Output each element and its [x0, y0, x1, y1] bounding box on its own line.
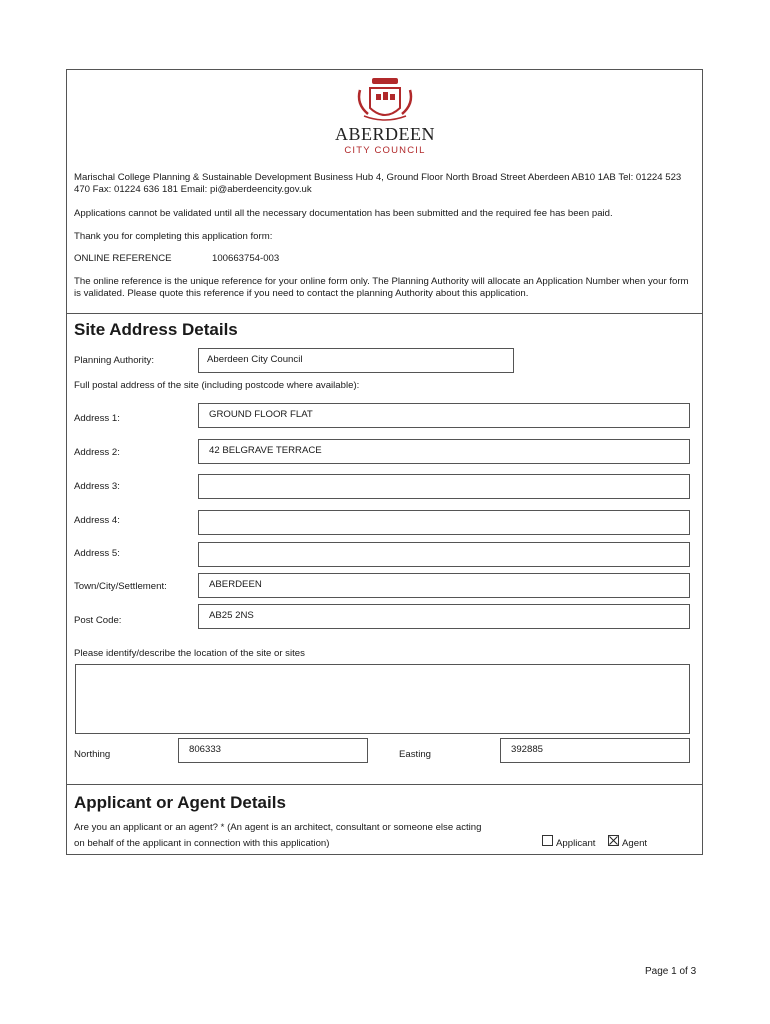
applicant-option-label: Applicant: [556, 838, 596, 849]
address4-field[interactable]: [198, 510, 690, 535]
agent-checkbox[interactable]: [608, 835, 619, 846]
site-address-heading: Site Address Details: [74, 320, 238, 339]
page-number: Page 1 of 3: [645, 966, 697, 977]
online-reference-label: ONLINE REFERENCE: [74, 253, 172, 264]
postal-address-prompt: Full postal address of the site (including postcode where available):: [74, 380, 360, 391]
northing-label: Northing: [74, 749, 111, 760]
address3-field[interactable]: [198, 474, 690, 499]
location-prompt: Please identify/describe the location of the site or sites: [74, 648, 305, 659]
thanks-text: Thank you for completing this application form:: [74, 231, 273, 242]
northing-field[interactable]: 806333: [178, 738, 368, 763]
applicant-agent-heading: Applicant or Agent Details: [74, 793, 286, 812]
applicant-question-line2: on behalf of the applicant in connection with this application): [74, 838, 330, 849]
address5-label: Address 5:: [74, 548, 120, 559]
contact-info: Marischal College Planning & Sustainable Development Business Hub 4, Ground Floor North Broad Street Aberdeen AB10 1AB Tel: 01224 523 470 Fax: 01224 636 181 Email: pi@aberdeencity.gov.uk: [74, 172, 682, 195]
postcode-label: Post Code:: [74, 615, 122, 626]
reference-note: The online reference is the unique reference for your online form only. The Planning Authority will allocate an Application Number when your form is validated. Please quote this reference if you need to contact the planning Authority about this application.: [74, 276, 689, 299]
section-divider: [66, 784, 703, 785]
town-field[interactable]: ABERDEEN: [198, 573, 690, 598]
online-reference-value: 100663754-003: [212, 253, 280, 264]
location-description-field[interactable]: [75, 664, 690, 734]
easting-field[interactable]: 392885: [500, 738, 690, 763]
easting-label: Easting: [399, 749, 431, 760]
postcode-field[interactable]: AB25 2NS: [198, 604, 690, 629]
address5-field[interactable]: [198, 542, 690, 567]
checked-x-icon: [609, 836, 618, 845]
org-name: ABERDEEN: [335, 124, 435, 144]
planning-authority-field[interactable]: Aberdeen City Council: [198, 348, 514, 373]
org-subtitle: CITY COUNCIL: [344, 145, 426, 156]
address1-field[interactable]: GROUND FLOOR FLAT: [198, 403, 690, 428]
section-divider: [66, 313, 703, 314]
address1-label: Address 1:: [74, 413, 120, 424]
validation-note: Applications cannot be validated until all the necessary documentation has been submitted and the required fee has been paid.: [74, 208, 613, 219]
address3-label: Address 3:: [74, 481, 120, 492]
address2-field[interactable]: 42 BELGRAVE TERRACE: [198, 439, 690, 464]
town-label: Town/City/Settlement:: [74, 581, 167, 592]
address4-label: Address 4:: [74, 515, 120, 526]
agent-option-label: Agent: [622, 838, 648, 849]
applicant-question-line1: Are you an applicant or an agent? * (An agent is an architect, consultant or someone else acting: [74, 822, 482, 833]
address2-label: Address 2:: [74, 447, 120, 458]
planning-authority-label: Planning Authority:: [74, 355, 155, 366]
applicant-checkbox[interactable]: [542, 835, 553, 846]
